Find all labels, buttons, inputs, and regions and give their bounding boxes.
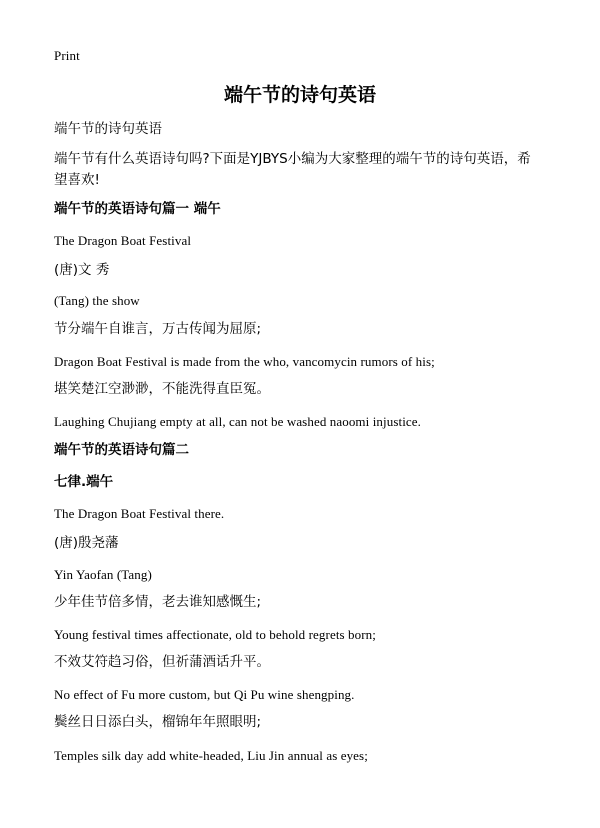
poem-line: Young festival times affectionate, old to behold regrets born; [54, 627, 376, 642]
poem-line: Laughing Chujiang empty at all, can not be washed naoomi injustice. [54, 414, 422, 429]
section-2-heading: 端午节的英语诗句篇二 [54, 442, 189, 458]
poem-line: Dragon Boat Festival is made from the who, vancomycin rumors of his; [54, 354, 435, 369]
poem-line: 少年佳节倍多情，老去谁知感慨生; [54, 594, 262, 610]
poem-line: The Dragon Boat Festival [54, 233, 192, 248]
poem-line: 节分端午自谁言，万古传闻为屈原; [54, 321, 262, 337]
document-title: 端午节的诗句英语 [223, 84, 376, 106]
poem-line: (Tang) the show [54, 293, 140, 308]
poem-line: 堪笑楚江空渺渺，不能洗得直臣冤。 [54, 381, 270, 397]
poem-line: (唐)文 秀 [54, 262, 110, 278]
intro-line-1: 端午节有什么英语诗句吗?下面是YJBYS小编为大家整理的端午节的诗句英语，希 [54, 151, 531, 167]
poem-line: 鬓丝日日添白头，榴锦年年照眼明; [54, 714, 262, 730]
poem-line: The Dragon Boat Festival there. [54, 506, 225, 521]
document-subtitle: 端午节的诗句英语 [54, 121, 162, 137]
print-label: Print [54, 48, 80, 63]
poem-line: Temples silk day add white-headed, Liu Jin annual as eyes; [54, 748, 368, 763]
poem-line: 不效艾符趋习俗，但祈蒲酒话升平。 [54, 654, 270, 670]
poem-line: No effect of Fu more custom, but Qi Pu wine shengping. [54, 687, 355, 702]
poem-line: Yin Yaofan (Tang) [54, 567, 152, 582]
poem-line: (唐)殷尧藩 [54, 535, 119, 551]
section-1-heading: 端午节的英语诗句篇一 端午 [54, 201, 221, 217]
intro-line-2: 望喜欢! [54, 172, 100, 188]
section-2-poem-title: 七律.端午 [54, 474, 114, 490]
